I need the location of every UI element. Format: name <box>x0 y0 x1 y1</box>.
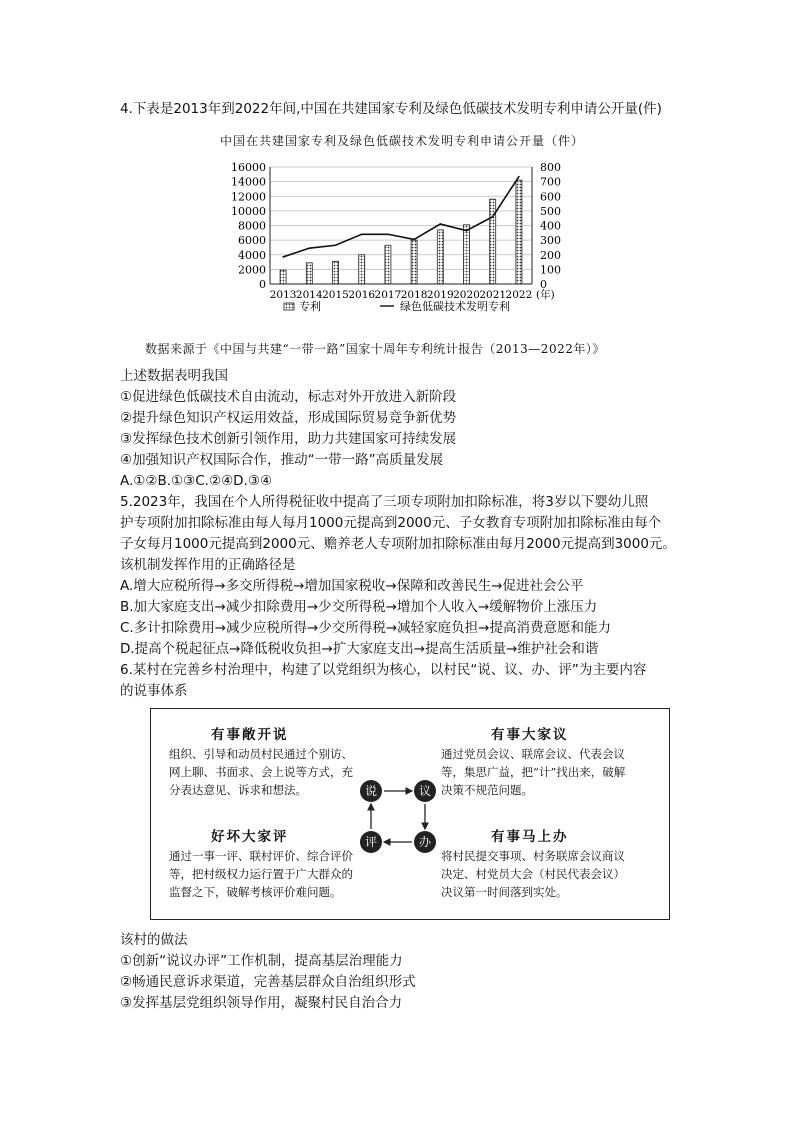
right-tick-label: 300 <box>540 234 561 248</box>
q4-stem: 4.下表是2013年到2022年间,中国在共建国家专利及绿色低碳技术发明专利申请公开量(件) <box>120 101 662 117</box>
left-tick-label: 6000 <box>238 234 266 248</box>
x-tick-label: 2018 <box>400 289 428 301</box>
box-text-handle: 将村民提交事项、村务联席会议商议决定、村党员大会（村民代表会议）决议第一时间落到实处。 <box>441 849 625 899</box>
box-text-say: 组织、引导和动员村民通过个别访、网上聊、书面求、会上说等方式，充分表达意见、诉求和想法。 <box>169 747 353 797</box>
right-tick-label: 200 <box>540 248 561 262</box>
x-tick-label: 2020 <box>453 289 480 301</box>
right-tick-label: 700 <box>540 175 561 189</box>
bar-patent-2021 <box>490 199 496 284</box>
q4-answers: A.①②B.①③C.②④D.③④ <box>120 473 273 489</box>
bar-patent-2018 <box>411 240 417 284</box>
q5-option-a: A.增大应税所得→多交所得税→增加国家税收→保障和改善民生→促进社会公平 <box>120 578 584 594</box>
right-tick-label: 100 <box>540 263 561 277</box>
point-green-2020 <box>466 230 468 232</box>
left-tick-label: 12000 <box>231 190 266 204</box>
point-green-2016 <box>361 233 363 235</box>
chart-source: 数据来源于《中国与共建“一带一路”国家十周年专利统计报告（2013—2022年）》 <box>145 342 605 356</box>
box-title-say: 有事敞开说 <box>211 727 289 743</box>
cycle-node-handle: 办 <box>414 831 436 853</box>
x-tick-label: 2019 <box>426 289 454 301</box>
left-tick-label: 10000 <box>231 204 266 218</box>
q6-lead: 该村的做法 <box>120 932 188 948</box>
bar-patent-2015 <box>333 261 339 284</box>
right-tick-label: 400 <box>540 219 561 233</box>
box-title-handle: 有事马上办 <box>491 829 569 845</box>
left-tick-label: 8000 <box>238 219 266 233</box>
legend-bar-swatch <box>284 303 294 310</box>
bar-patent-2014 <box>306 263 312 284</box>
q4-option-1: ①促进绿色低碳技术自由流动，标志对外开放进入新阶段 <box>120 389 457 405</box>
x-unit-label: (年) <box>536 289 555 301</box>
patent-chart <box>0 0 794 340</box>
cycle-diagram <box>359 779 437 854</box>
bar-patent-2022 <box>516 180 522 284</box>
box-text-discuss: 通过党员会议、联席会议、代表会议等，集思广益，把“计”找出来，破解决策不规范问题。 <box>441 747 626 797</box>
left-tick-label: 0 <box>259 278 266 291</box>
x-tick-label: 2021 <box>479 289 507 301</box>
bar-patent-2016 <box>359 255 365 284</box>
cycle-node-evaluate: 评 <box>360 831 382 853</box>
left-tick-label: 4000 <box>238 248 266 262</box>
x-tick-label: 2014 <box>295 289 323 301</box>
left-tick-label: 14000 <box>231 175 266 189</box>
x-tick-label: 2022 <box>505 289 533 301</box>
point-green-2019 <box>440 223 442 225</box>
bar-patent-2013 <box>280 270 286 284</box>
right-tick-label: 800 <box>540 161 561 174</box>
point-green-2022 <box>518 176 520 178</box>
q6-option-3: ③发挥基层党组织领导作用，凝聚村民自治合力 <box>120 995 403 1011</box>
q6-line-2: 的说事体系 <box>120 683 188 699</box>
legend-line-label: 绿色低碳技术发明专利 <box>400 300 510 313</box>
point-green-2013 <box>282 256 284 258</box>
right-tick-label: 500 <box>540 204 561 218</box>
right-tick-label: 0 <box>540 278 547 291</box>
bar-patent-2017 <box>385 245 391 284</box>
cycle-node-discuss: 议 <box>414 780 436 802</box>
line-green-patent <box>283 177 519 257</box>
q5-line-3: 子女每月1000元提高到2000元、赡养老人专项附加扣除标准由每月2000元提高到3000元。 <box>120 536 676 552</box>
box-text-evaluate: 通过一事一评、联村评价、综合评价等，把村级权力运行置于广大群众的监督之下，破解考核评价难问题。 <box>169 849 353 899</box>
x-tick-label: 2016 <box>348 289 376 301</box>
q5-line-1: 5.2023年，我国在个人所得税征收中提高了三项专项附加扣除标准，将3岁以下婴幼儿照 <box>120 494 649 510</box>
point-green-2017 <box>387 233 389 235</box>
left-tick-label: 16000 <box>231 161 266 174</box>
box-title-evaluate: 好坏大家评 <box>211 829 289 845</box>
bar-patent-2019 <box>437 230 443 284</box>
x-tick-label: 2015 <box>322 289 349 301</box>
point-green-2014 <box>309 247 311 249</box>
point-green-2015 <box>335 244 337 246</box>
q4-option-2: ②提升绿色知识产权运用效益，形成国际贸易竞争新优势 <box>120 410 457 426</box>
q6-line-1: 6.某村在完善乡村治理中，构建了以党组织为核心，以村民“说、议、办、评”为主要内容 <box>120 662 647 678</box>
q6-option-1: ①创新“说议办评”工作机制，提高基层治理能力 <box>120 953 403 969</box>
q5-option-c: C.多计扣除费用→减少应税所得→少交所得税→减轻家庭负担→提高消费意愿和能力 <box>120 620 611 636</box>
q5-option-d: D.提高个税起征点→降低税收负担→扩大家庭支出→提高生活质量→维护社会和谐 <box>120 641 599 657</box>
right-tick-label: 600 <box>540 190 561 204</box>
governance-diagram <box>150 708 670 920</box>
legend-bar-label: 专利 <box>299 300 321 313</box>
q5-line-2: 护专项附加扣除标准由每人每月1000元提高到2000元、子女教育专项附加扣除标准由每个 <box>120 515 662 531</box>
point-green-2018 <box>413 239 415 241</box>
q6-option-2: ②畅通民意诉求渠道，完善基层群众自治组织形式 <box>120 974 416 990</box>
cycle-node-say: 说 <box>360 780 382 802</box>
x-tick-label: 2013 <box>269 289 297 301</box>
bar-patent-2020 <box>464 225 470 284</box>
q4-option-4: ④加强知识产权国际合作，推动“一带一路”高质量发展 <box>120 452 444 468</box>
q4-option-3: ③发挥绿色技术创新引领作用，助力共建国家可持续发展 <box>120 431 457 447</box>
q5-option-b: B.加大家庭支出→减少扣除费用→少交所得税→增加个人收入→缓解物价上涨压力 <box>120 599 598 615</box>
box-title-discuss: 有事大家议 <box>491 727 569 743</box>
x-tick-label: 2017 <box>374 289 402 301</box>
left-tick-label: 2000 <box>238 263 266 277</box>
q5-line-4: 该机制发挥作用的正确路径是 <box>120 557 296 573</box>
point-green-2021 <box>492 216 494 218</box>
q4-lead: 上述数据表明我国 <box>120 368 228 384</box>
chart-title: 中国在共建国家专利及绿色低碳技术发明专利申请公开量（件） <box>220 134 585 148</box>
